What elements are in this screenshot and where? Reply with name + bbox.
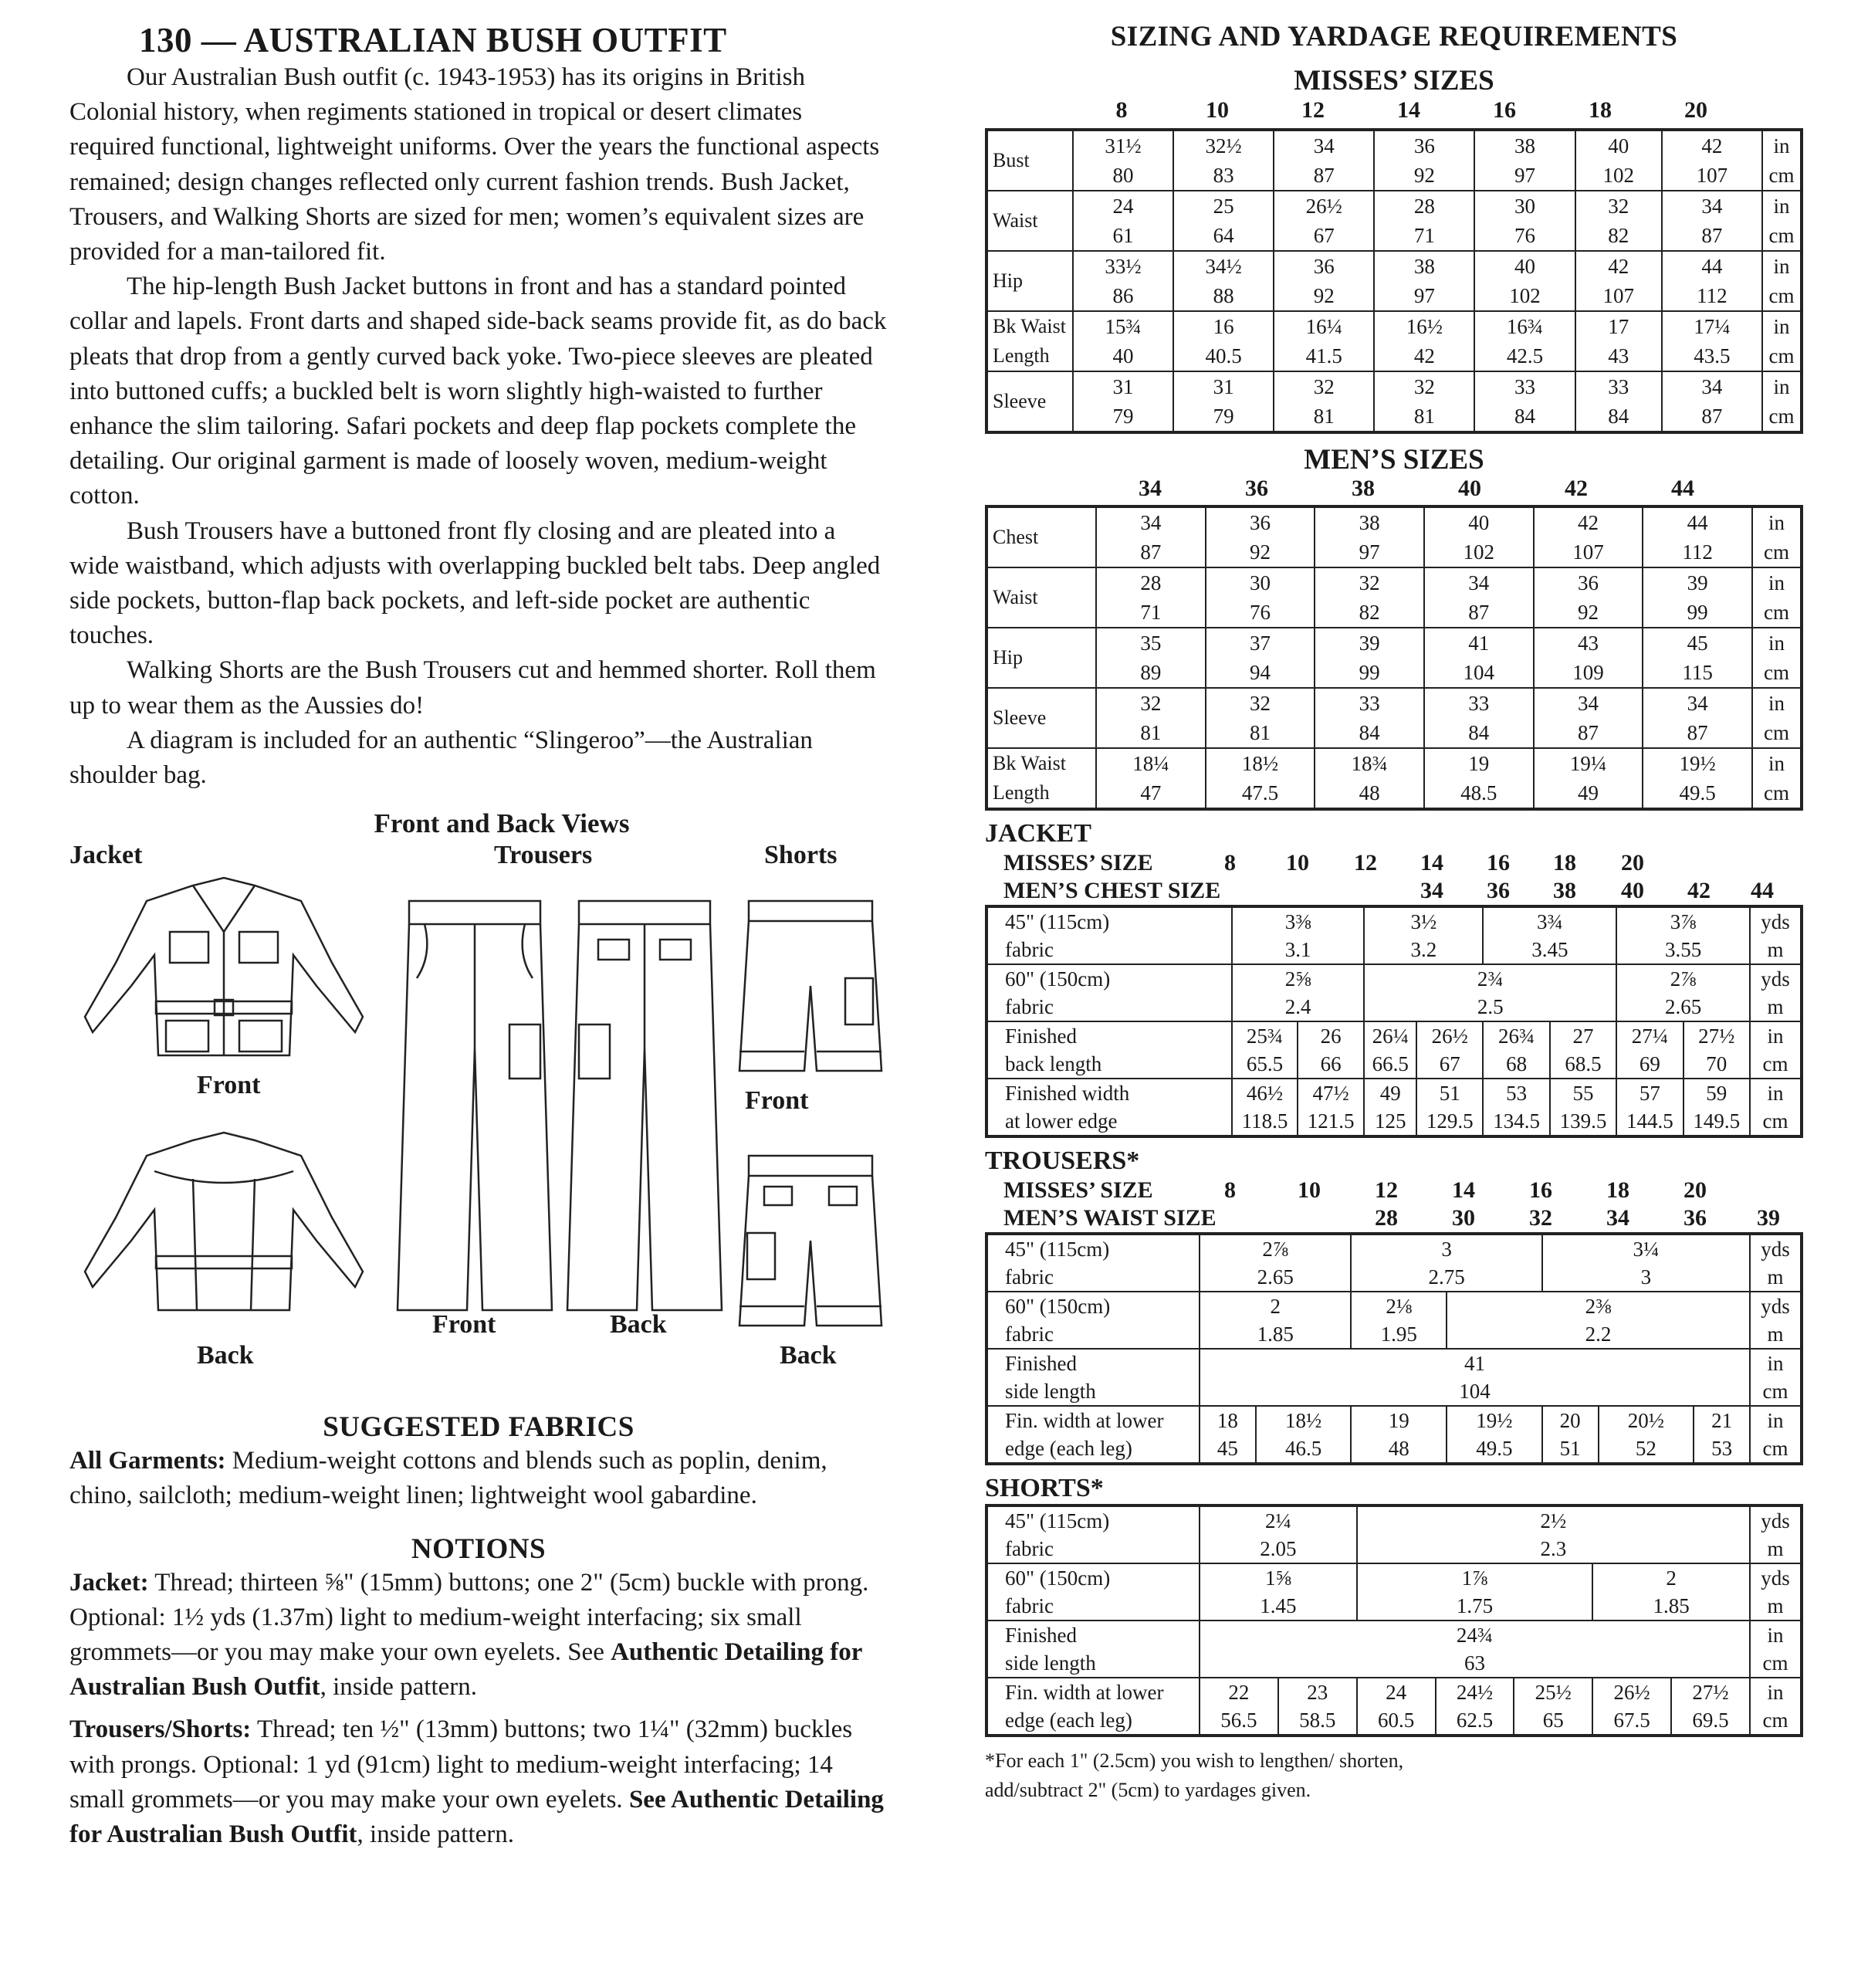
jacket-misses-size-row	[985, 849, 1803, 877]
trousers-notions-lead: Trousers/Shorts:	[69, 1715, 252, 1744]
unit: in cm	[1750, 1079, 1802, 1136]
jacket-notions-ref: Authentic Detailing for Australian Bush Outfit	[69, 1638, 862, 1702]
row-label: 45" (115cm) fabric	[986, 906, 1232, 964]
cell: 26½ 67	[1274, 191, 1374, 251]
unit: yds m	[1750, 964, 1802, 1021]
jacket-front-label: Front	[197, 1071, 261, 1100]
misses-sizes-title: MISSES’ SIZES	[1294, 65, 1494, 97]
cell: 25½ 65	[1514, 1678, 1592, 1736]
misses-size-col: 12	[1301, 97, 1325, 123]
cell: 19½ 49.5	[1447, 1406, 1542, 1464]
cell: 36 92	[1206, 506, 1315, 567]
cell: 3¾ 3.45	[1483, 906, 1616, 964]
cell: 26 66	[1298, 1021, 1364, 1079]
trousers-section-title: TROUSERS*	[985, 1146, 1140, 1175]
right-column	[985, 20, 1803, 1805]
intro-paragraph-5: A diagram is included for an authentic “Slingeroo”—the Australian shoulder bag.	[69, 726, 813, 790]
cell: 24½ 62.5	[1436, 1678, 1514, 1736]
misses-size-col: 18	[1589, 97, 1612, 123]
mens-size-col: 42	[1565, 476, 1588, 501]
cell: 32 81	[1096, 688, 1206, 748]
cell: 45 115	[1643, 628, 1752, 688]
cell: 38 97	[1474, 130, 1575, 191]
trousers-misses-label: MISSES’ SIZE	[1003, 1177, 1153, 1203]
table-row	[986, 628, 1802, 688]
cell: 2⅝ 2.4	[1232, 964, 1364, 1021]
table-row	[986, 130, 1802, 191]
row-label: Waist	[986, 567, 1096, 628]
trousers-back-label: Back	[610, 1310, 667, 1339]
mens-sizes-title: MEN’S SIZES	[1304, 444, 1484, 476]
size-value: 12	[1375, 1177, 1398, 1203]
cell: 40 102	[1474, 251, 1575, 311]
trousers-mens-label: MEN’S WAIST SIZE	[1003, 1205, 1217, 1231]
cell: 33½ 86	[1073, 251, 1173, 311]
cell: 16¾ 42.5	[1474, 311, 1575, 371]
table-row	[986, 1234, 1802, 1292]
cell: 25 64	[1173, 191, 1274, 251]
cell: 2⅞ 2.65	[1200, 1234, 1351, 1292]
trousers-label: Trousers	[494, 841, 593, 870]
size-value: 39	[1757, 1205, 1780, 1231]
jacket-notions	[69, 1566, 888, 1705]
notions-title: NOTIONS	[411, 1532, 547, 1565]
table-row	[986, 964, 1802, 1021]
table-row	[986, 688, 1802, 748]
cell: 26½ 67.5	[1592, 1678, 1671, 1736]
table-row	[986, 906, 1802, 964]
trousers-front-drawing	[394, 893, 556, 1326]
cell: 32 81	[1206, 688, 1315, 748]
cell: 27 68.5	[1550, 1021, 1616, 1079]
cell: 44 112	[1643, 506, 1752, 567]
cell: 2½ 2.3	[1357, 1505, 1750, 1563]
cell: 43 109	[1534, 628, 1643, 688]
cell: 34½ 88	[1173, 251, 1274, 311]
cell: 32 81	[1274, 371, 1374, 432]
cell: 32 82	[1315, 567, 1424, 628]
cell: 55 139.5	[1550, 1079, 1616, 1136]
cell: 38 97	[1315, 506, 1424, 567]
cell: 27½ 70	[1683, 1021, 1750, 1079]
row-label: 45" (115cm) fabric	[986, 1234, 1200, 1292]
jacket-notions-body: Thread; thirteen ⅝" (15mm) buttons; one 2" (5cm) buckle with prong. Optional: 1½ yds (1.37m) light to medium-weight interfacing; six small grommets—or you may make your own eyelets. See	[69, 1568, 869, 1667]
table-row	[986, 567, 1802, 628]
cell: 16 40.5	[1173, 311, 1274, 371]
yardage-footnote: *For each 1" (2.5cm) you wish to lengthen/ shorten, add/subtract 2" (5cm) to yardages given.	[985, 1749, 1404, 1801]
misses-size-table	[985, 128, 1803, 434]
trousers-notions-body: Thread; ten ½" (13mm) buttons; two 1¼" (32mm) buckles with prongs. Optional: 1 yd (91cm) light to medium-weight interfacing; 14 small grommets—or you may make your own eyelets.	[69, 1715, 853, 1814]
cell: 31 79	[1173, 371, 1274, 432]
size-value: 20	[1683, 1177, 1707, 1203]
mens-size-table	[985, 505, 1803, 811]
sizing-title: SIZING AND YARDAGE REQUIREMENTS	[1110, 21, 1678, 52]
garment-illustrations	[69, 839, 888, 1380]
misses-size-col: 20	[1684, 97, 1707, 123]
cell: 34 87	[1096, 506, 1206, 567]
misses-size-header	[985, 97, 1803, 128]
cell: 35 89	[1096, 628, 1206, 688]
views-title: Front and Back Views	[374, 808, 630, 839]
jacket-misses-label: MISSES’ SIZE	[1003, 850, 1153, 875]
trousers-notions-ref: See Authentic Detailing for Australian Bush Outfit	[69, 1785, 884, 1849]
cell: 3½ 3.2	[1364, 906, 1483, 964]
cell: 26¼ 66.5	[1364, 1021, 1416, 1079]
cell: 20 51	[1542, 1406, 1599, 1464]
cell: 30 76	[1206, 567, 1315, 628]
cell: 34 87	[1274, 130, 1374, 191]
row-label: Fin. width at lower edge (each leg)	[986, 1406, 1200, 1464]
intro-paragraph-2: The hip-length Bush Jacket buttons in front and has a standard pointed collar and lapels. Front darts and shaped side-back seams provide fit, as do back pleats that drop from a gently curved back yoke. Two-piece sleeves are pleated into buttoned cuffs; a buckled belt is worn slightly high-waisted to further enhance the slim tailoring. Safari pockets and deep flap pockets complete the detailing. Our original garment is made of loosely woven, medium-weight cotton.	[69, 273, 887, 510]
table-row	[986, 311, 1802, 371]
cell: 2 1.85	[1200, 1292, 1351, 1349]
mens-size-col: 38	[1352, 476, 1375, 501]
unit: yds m	[1750, 1563, 1802, 1621]
row-label: Bust	[986, 130, 1073, 191]
table-row	[986, 1021, 1802, 1079]
cell: 22 56.5	[1200, 1678, 1278, 1736]
size-value: 32	[1529, 1205, 1552, 1231]
table-row	[986, 251, 1802, 311]
cell: 24 61	[1073, 191, 1173, 251]
unit: in cm	[1750, 1349, 1802, 1406]
size-value: 18	[1553, 850, 1576, 875]
size-value: 16	[1487, 850, 1510, 875]
cell: 44 112	[1662, 251, 1762, 311]
cell: 2⅛ 1.95	[1351, 1292, 1447, 1349]
cell: 16¼ 41.5	[1274, 311, 1374, 371]
cell: 33 84	[1474, 371, 1575, 432]
shorts-yardage-table	[985, 1504, 1803, 1737]
shorts-front-label: Front	[745, 1086, 809, 1116]
table-row	[986, 191, 1802, 251]
jacket-mens-size-row	[985, 877, 1803, 905]
size-value: 36	[1487, 878, 1510, 903]
cell: 36 92	[1374, 130, 1474, 191]
size-value: 12	[1354, 850, 1377, 875]
cell: 40 102	[1424, 506, 1534, 567]
cell: 15¾ 40	[1073, 311, 1173, 371]
cell: 27¼ 69	[1616, 1021, 1683, 1079]
table-row	[986, 748, 1802, 809]
jacket-back-label: Back	[197, 1341, 254, 1370]
unit: in cm	[1762, 371, 1802, 432]
shorts-label: Shorts	[764, 841, 838, 870]
row-label: 60" (150cm) fabric	[986, 1563, 1200, 1621]
size-value: 34	[1606, 1205, 1629, 1231]
size-value: 42	[1687, 878, 1711, 903]
row-label: Finished side length	[986, 1349, 1200, 1406]
trousers-mens-size-row	[985, 1204, 1803, 1232]
suggested-fabrics-title: SUGGESTED FABRICS	[323, 1411, 634, 1444]
row-label: Finished side length	[986, 1621, 1200, 1678]
size-value: 10	[1286, 850, 1309, 875]
cell: 33 84	[1424, 688, 1534, 748]
unit: in cm	[1762, 251, 1802, 311]
shorts-section-title: SHORTS*	[985, 1474, 1104, 1502]
intro-paragraph-3: Bush Trousers have a buttoned front fly closing and are pleated into a wide waistband, which adjusts with overlapping buckled belt tabs. Deep angled side pockets, button-flap back pockets, and left-side pocket are authentic touches.	[69, 516, 881, 650]
unit: in cm	[1750, 1678, 1802, 1736]
unit: yds m	[1750, 906, 1802, 964]
shorts-back-label: Back	[780, 1341, 837, 1370]
unit: in cm	[1750, 1021, 1802, 1079]
size-value: 30	[1452, 1205, 1475, 1231]
cell: 32 82	[1575, 191, 1662, 251]
unit: yds m	[1750, 1234, 1802, 1292]
cell: 1⅝ 1.45	[1200, 1563, 1357, 1621]
cell: 42 107	[1662, 130, 1762, 191]
cell: 51 129.5	[1416, 1079, 1483, 1136]
row-label: Waist	[986, 191, 1073, 251]
size-value: 14	[1452, 1177, 1475, 1203]
table-row	[986, 1678, 1802, 1736]
jacket-label: Jacket	[69, 841, 143, 870]
cell: 31½ 80	[1073, 130, 1173, 191]
row-label: Fin. width at lower edge (each leg)	[986, 1678, 1200, 1736]
cell: 40 102	[1575, 130, 1662, 191]
jacket-section-title: JACKET	[985, 819, 1091, 848]
table-row	[986, 1349, 1802, 1406]
cell: 19 48	[1351, 1406, 1447, 1464]
cell: 18¼ 47	[1096, 748, 1206, 809]
cell: 39 99	[1315, 628, 1424, 688]
table-row	[986, 1406, 1802, 1464]
table-row	[986, 1505, 1802, 1563]
row-label: Sleeve	[986, 688, 1096, 748]
size-value: 14	[1420, 850, 1443, 875]
cell: 21 53	[1694, 1406, 1750, 1464]
cell: 26¾ 68	[1483, 1021, 1549, 1079]
size-value: 28	[1375, 1205, 1398, 1231]
trousers-front-label: Front	[432, 1310, 496, 1339]
row-label: Hip	[986, 251, 1073, 311]
trousers-notions-tail: , inside pattern.	[357, 1820, 514, 1849]
cell: 49 125	[1364, 1079, 1416, 1136]
cell: 39 99	[1643, 567, 1752, 628]
mens-size-col: 34	[1139, 476, 1162, 501]
size-value: 16	[1529, 1177, 1552, 1203]
cell: 34 87	[1424, 567, 1534, 628]
trousers-yardage-table	[985, 1232, 1803, 1465]
jacket-mens-label: MEN’S CHEST SIZE	[1003, 878, 1221, 903]
table-row	[986, 1563, 1802, 1621]
cell: 1⅞ 1.75	[1357, 1563, 1593, 1621]
cell: 18½ 47.5	[1206, 748, 1315, 809]
cell: 19¼ 49	[1534, 748, 1643, 809]
cell: 20½ 52	[1599, 1406, 1694, 1464]
misses-size-col: 10	[1206, 97, 1229, 123]
jacket-yardage-table	[985, 905, 1803, 1138]
misses-size-col: 8	[1115, 97, 1128, 123]
cell: 42 107	[1534, 506, 1643, 567]
trousers-notions	[69, 1712, 888, 1852]
cell: 36 92	[1534, 567, 1643, 628]
misses-size-col: 14	[1397, 97, 1420, 123]
cell: 26½ 67	[1416, 1021, 1483, 1079]
mens-size-col: 44	[1671, 476, 1694, 501]
unit: in cm	[1762, 130, 1802, 191]
row-label: Chest	[986, 506, 1096, 567]
cell: 2⅞ 2.65	[1616, 964, 1750, 1021]
fabrics-text	[69, 1444, 888, 1513]
cell: 18¾ 48	[1315, 748, 1424, 809]
unit: in cm	[1752, 567, 1802, 628]
cell: 31 79	[1073, 371, 1173, 432]
size-value: 8	[1224, 1177, 1236, 1203]
trousers-misses-size-row	[985, 1177, 1803, 1204]
cell: 30 76	[1474, 191, 1575, 251]
cell: 3 2.75	[1351, 1234, 1541, 1292]
row-label: Bk Waist Length	[986, 748, 1096, 809]
row-label: 60" (150cm) fabric	[986, 1292, 1200, 1349]
unit: in cm	[1752, 628, 1802, 688]
cell: 18 45	[1200, 1406, 1256, 1464]
cell: 42 107	[1575, 251, 1662, 311]
cell: 23 58.5	[1278, 1678, 1357, 1736]
cell: 37 94	[1206, 628, 1315, 688]
size-value: 40	[1621, 878, 1644, 903]
cell: 3⅞ 3.55	[1616, 906, 1750, 964]
fabrics-lead: All Garments:	[69, 1447, 226, 1475]
cell: 41 104	[1424, 628, 1534, 688]
cell: 2¼ 2.05	[1200, 1505, 1357, 1563]
size-value: 8	[1224, 850, 1236, 875]
row-label: Bk Waist Length	[986, 311, 1073, 371]
cell: 57 144.5	[1616, 1079, 1683, 1136]
trousers-back-drawing	[563, 893, 726, 1326]
unit: in cm	[1752, 506, 1802, 567]
mens-size-col: 40	[1458, 476, 1481, 501]
fabrics-body: Medium-weight cottons and blends such as poplin, denim, chino, sailcloth; medium-weight linen; lightweight wool gabardine.	[69, 1447, 827, 1510]
jacket-back-drawing	[69, 1125, 378, 1326]
row-label: Sleeve	[986, 371, 1073, 432]
unit: in cm	[1752, 688, 1802, 748]
table-row	[986, 506, 1802, 567]
cell: 33 84	[1575, 371, 1662, 432]
page-title: 130 — AUSTRALIAN BUSH OUTFIT	[139, 21, 727, 59]
row-label: 45" (115cm) fabric	[986, 1505, 1200, 1563]
unit: in cm	[1762, 191, 1802, 251]
cell: 32 81	[1374, 371, 1474, 432]
size-value: 10	[1298, 1177, 1321, 1203]
row-label: Finished back length	[986, 1021, 1232, 1079]
cell: 2 1.85	[1592, 1563, 1750, 1621]
jacket-notions-lead: Jacket:	[69, 1568, 149, 1597]
mens-size-col: 36	[1245, 476, 1268, 501]
cell: 46½ 118.5	[1232, 1079, 1298, 1136]
cell: 33 84	[1315, 688, 1424, 748]
table-row	[986, 1621, 1802, 1678]
shorts-back-drawing	[733, 1148, 888, 1341]
row-label: 60" (150cm) fabric	[986, 964, 1232, 1021]
cell: 36 92	[1274, 251, 1374, 311]
cell: 34 87	[1643, 688, 1752, 748]
cell: 3⅜ 3.1	[1232, 906, 1364, 964]
table-row	[986, 1292, 1802, 1349]
cell: 17¼ 43.5	[1662, 311, 1762, 371]
size-value: 38	[1553, 878, 1576, 903]
cell: 17 43	[1575, 311, 1662, 371]
jacket-notions-tail: , inside pattern.	[320, 1673, 478, 1702]
cell: 28 71	[1096, 567, 1206, 628]
cell: 34 87	[1662, 191, 1762, 251]
cell: 19½ 49.5	[1643, 748, 1752, 809]
row-label: Finished width at lower edge	[986, 1079, 1232, 1136]
table-row	[986, 371, 1802, 432]
mens-size-header	[985, 476, 1803, 505]
misses-size-col: 16	[1493, 97, 1516, 123]
size-value: 44	[1751, 878, 1774, 903]
cell: 24 60.5	[1357, 1678, 1436, 1736]
cell: 28 71	[1374, 191, 1474, 251]
cell: 32½ 83	[1173, 130, 1274, 191]
cell: 47½ 121.5	[1298, 1079, 1364, 1136]
cell: 2⅜ 2.2	[1447, 1292, 1750, 1349]
left-column	[69, 20, 888, 1852]
cell: 25¾ 65.5	[1232, 1021, 1298, 1079]
cell: 53 134.5	[1483, 1079, 1549, 1136]
cell: 34 87	[1662, 371, 1762, 432]
unit: in cm	[1762, 311, 1802, 371]
intro-paragraph-4: Walking Shorts are the Bush Trousers cut and hemmed shorter. Roll them up to wear them as the Aussies do!	[69, 656, 876, 720]
cell: 19 48.5	[1424, 748, 1534, 809]
cell: 38 97	[1374, 251, 1474, 311]
cell: 18½ 46.5	[1256, 1406, 1352, 1464]
cell: 2¾ 2.5	[1364, 964, 1616, 1021]
cell: 3¼ 3	[1542, 1234, 1750, 1292]
cell: 16½ 42	[1374, 311, 1474, 371]
cell: 27½ 69.5	[1671, 1678, 1750, 1736]
unit: yds m	[1750, 1292, 1802, 1349]
unit: yds m	[1750, 1505, 1802, 1563]
cell: 34 87	[1534, 688, 1643, 748]
jacket-front-drawing	[69, 870, 378, 1071]
row-label: Hip	[986, 628, 1096, 688]
table-row	[986, 1079, 1802, 1136]
size-value: 36	[1683, 1205, 1707, 1231]
intro-paragraph-1: Our Australian Bush outfit (c. 1943-1953) has its origins in British Colonial history, when regiments stationed in tropical or desert climates required functional, lightweight uniforms. Over the years the functional aspects remained; design changes reflected only current fashion trends. Bush Jacket, Trousers, and Walking Shorts are sized for men; women’s equivalent sizes are provided for a man-tailored fit.	[69, 63, 880, 266]
unit: in cm	[1750, 1621, 1802, 1678]
cell: 41 104	[1200, 1349, 1750, 1406]
cell: 59 149.5	[1683, 1079, 1750, 1136]
size-value: 20	[1621, 850, 1644, 875]
unit: in cm	[1752, 748, 1802, 809]
cell: 24¾ 63	[1200, 1621, 1750, 1678]
unit: in cm	[1750, 1406, 1802, 1464]
size-value: 18	[1606, 1177, 1629, 1203]
size-value: 34	[1420, 878, 1443, 903]
shorts-front-drawing	[733, 893, 888, 1086]
